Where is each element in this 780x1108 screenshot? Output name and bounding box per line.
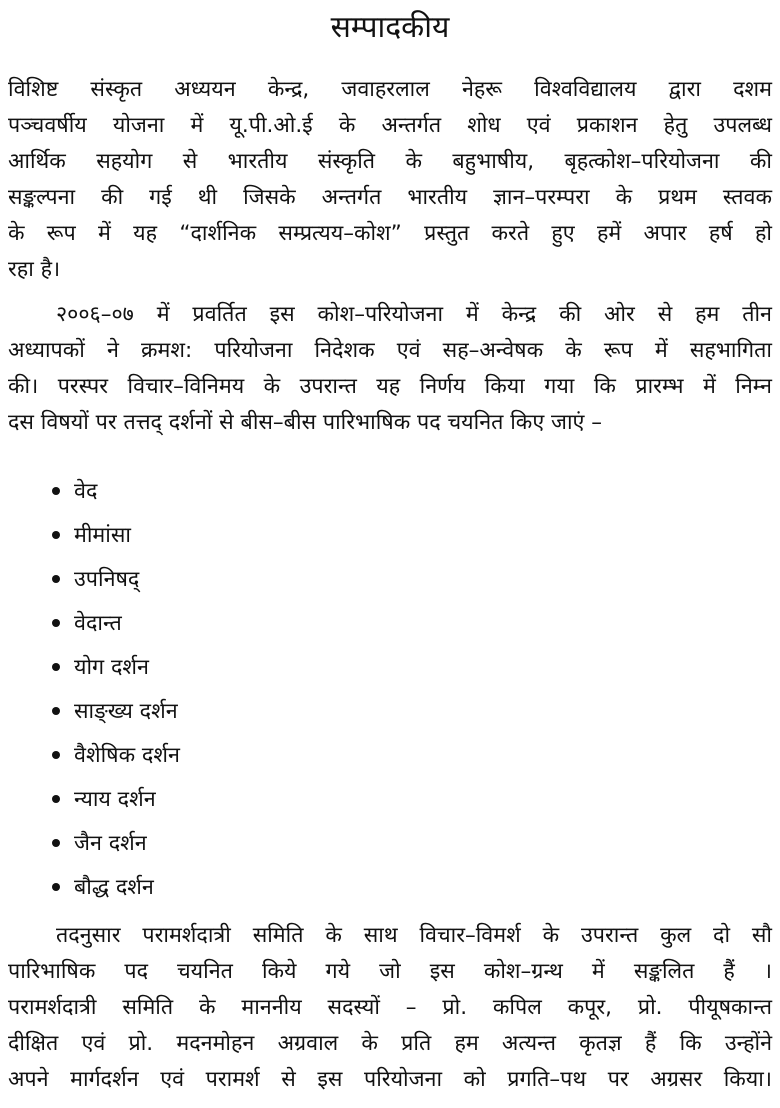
- bullet-icon: [52, 707, 60, 715]
- list-item: न्याय दर्शन: [52, 782, 156, 818]
- list-item: वेद: [52, 474, 97, 510]
- page-title: सम्पादकीय: [330, 10, 450, 45]
- bullet-icon: [52, 663, 60, 671]
- text-line: विशिष्ट संस्कृत अध्ययन केन्द्र, जवाहरलाल नेहरू विश्वविद्यालय द्वारा दशम: [8, 77, 772, 102]
- text-line: रहा है।: [8, 257, 61, 282]
- list-item: उपनिषद्: [52, 562, 139, 598]
- list-item: वैशेषिक दर्शन: [52, 738, 180, 774]
- bullet-icon: [52, 751, 60, 759]
- text-line: के रूप में यह “दार्शनिक सम्प्रत्यय–कोश” प्रस्तुत करते हुए हमें अपार हर्ष हो: [8, 221, 772, 246]
- text-line: सङ्कल्पना की गई थी जिसके अन्तर्गत भारतीय ज्ञान–परम्परा के प्रथम स्तवक: [8, 185, 772, 210]
- list-item: साङ्ख्य दर्शन: [52, 694, 178, 730]
- text-line: की। परस्पर विचार–विनिमय के उपरान्त यह निर्णय किया गया कि प्रारम्भ में निम्न: [8, 374, 772, 399]
- text-line: आर्थिक सहयोग से भारतीय संस्कृति के बहुभाषीय, बृहत्कोश–परियोजना की: [8, 149, 772, 174]
- list-item: जैन दर्शन: [52, 826, 147, 862]
- text-line: तदनुसार परामर्शदात्री समिति के साथ विचार–विमर्श के उपरान्त कुल दो सौ: [56, 923, 772, 948]
- bullet-icon: [52, 487, 60, 495]
- text-line: अध्यापकों ने क्रमश: परियोजना निदेशक एवं सह–अन्वेषक के रूप में सहभागिता: [8, 338, 772, 363]
- bullet-icon: [52, 839, 60, 847]
- text-line: पारिभाषिक पद चयनित किये गये जो इस कोश–ग्रन्थ में सङ्कलित हैं ।: [8, 959, 772, 984]
- bullet-icon: [52, 795, 60, 803]
- bullet-icon: [52, 531, 60, 539]
- text-line: दस विषयों पर तत्तद् दर्शनों से बीस–बीस पारिभाषिक पद चयनित किए जाएं –: [8, 410, 603, 435]
- list-item: वेदान्त: [52, 606, 122, 642]
- bullet-icon: [52, 883, 60, 891]
- bullet-icon: [52, 619, 60, 627]
- text-line: दीक्षित एवं प्रो. मदनमोहन अग्रवाल के प्रति हम अत्यन्त कृतज्ञ हैं कि उन्होंने: [8, 1031, 772, 1056]
- list-item: योग दर्शन: [52, 650, 149, 686]
- bullet-icon: [52, 575, 60, 583]
- text-line: पञ्चवर्षीय योजना में यू.पी.ओ.ई के अन्तर्गत शोध एवं प्रकाशन हेतु उपलब्ध: [8, 113, 772, 138]
- list-item: मीमांसा: [52, 518, 131, 554]
- list-item: बौद्ध दर्शन: [52, 870, 154, 906]
- text-line: २००६–०७ में प्रवर्तित इस कोश–परियोजना में केन्द्र की ओर से हम तीन: [56, 302, 772, 327]
- text-line: परामर्शदात्री समिति के माननीय सदस्यों – प्रो. कपिल कपूर, प्रो. पीयूषकान्त: [8, 995, 772, 1020]
- text-line: अपने मार्गदर्शन एवं परामर्श से इस परियोजना को प्रगति–पथ पर अग्रसर किया।: [8, 1067, 772, 1092]
